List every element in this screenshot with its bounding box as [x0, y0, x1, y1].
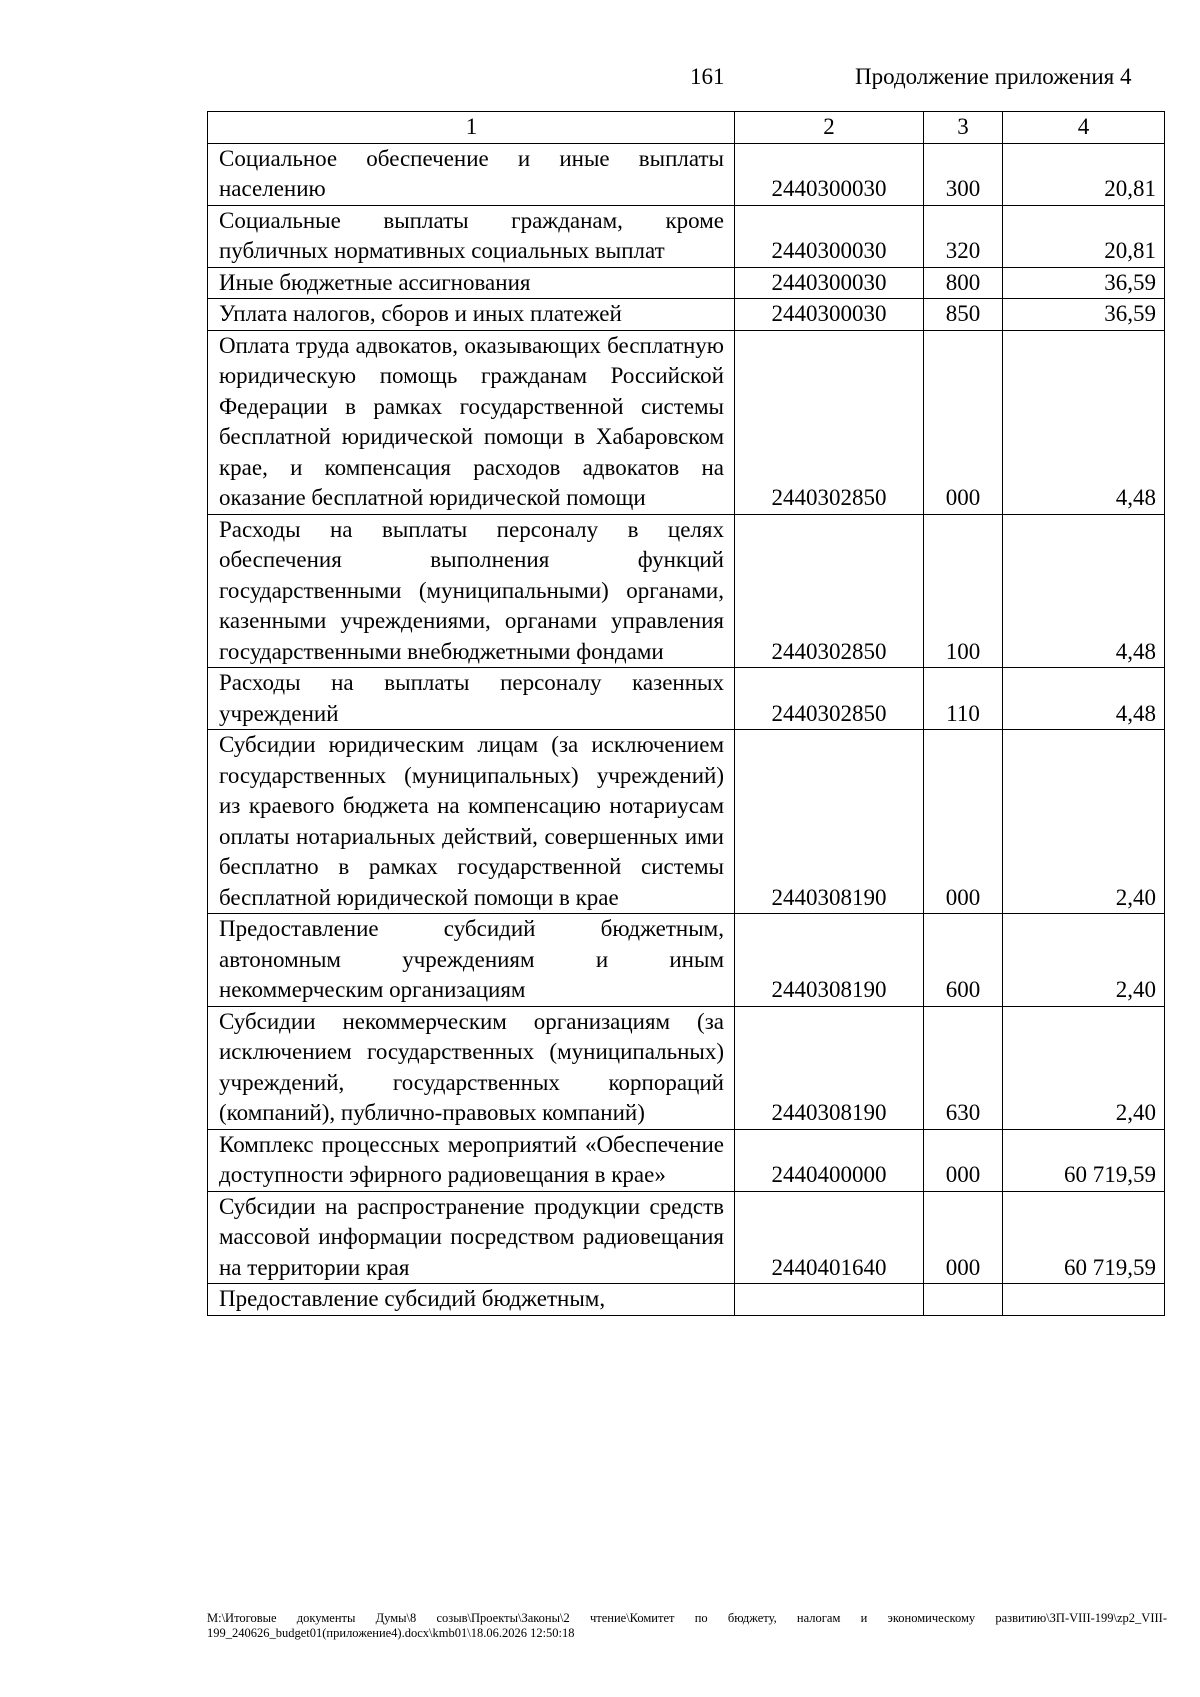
table-row	[208, 1191, 1165, 1284]
row-code: 2440302850	[735, 514, 924, 668]
row-name: Расходы на выплаты персоналу казенных учреждений	[208, 668, 735, 730]
row-type: 300	[924, 143, 1003, 205]
table-row	[208, 730, 1165, 914]
row-type: 000	[924, 1191, 1003, 1284]
column-header: 2	[735, 112, 924, 144]
column-header: 1	[208, 112, 735, 144]
row-amount: 20,81	[1003, 205, 1165, 267]
row-type: 110	[924, 668, 1003, 730]
table-row	[208, 914, 1165, 1007]
row-name: Субсидии юридическим лицам (за исключением государственных (муниципальных) учреждений) из краевого бюджета на компенсацию нотариусам оплаты нотариальных действий, совершенных ими бесплатно в рамках государственной системы бесплатной юридической помощи в крае	[208, 730, 735, 914]
row-code: 2440302850	[735, 330, 924, 514]
row-amount: 4,48	[1003, 668, 1165, 730]
row-amount: 20,81	[1003, 143, 1165, 205]
row-code: 2440300030	[735, 267, 924, 299]
table-row	[208, 299, 1165, 331]
row-name: Субсидии на распространение продукции средств массовой информации посредством радиовещания на территории края	[208, 1191, 735, 1284]
table-header-row	[208, 112, 1165, 144]
budget-table	[207, 111, 1165, 1316]
row-code: 2440401640	[735, 1191, 924, 1284]
row-code: 2440300030	[735, 299, 924, 331]
row-name: Иные бюджетные ассигнования	[208, 267, 735, 299]
row-type: 600	[924, 914, 1003, 1007]
row-amount: 2,40	[1003, 1006, 1165, 1129]
row-type: 320	[924, 205, 1003, 267]
row-type: 000	[924, 730, 1003, 914]
row-type: 000	[924, 330, 1003, 514]
row-code: 2440308190	[735, 1006, 924, 1129]
row-amount: 2,40	[1003, 730, 1165, 914]
row-type	[924, 1284, 1003, 1316]
row-name: Предоставление субсидий бюджетным, автономным учреждениям и иным некоммерческим организациям	[208, 914, 735, 1007]
row-name: Социальные выплаты гражданам, кроме публичных нормативных социальных выплат	[208, 205, 735, 267]
row-amount: 60 719,59	[1003, 1191, 1165, 1284]
row-name: Комплекс процессных мероприятий «Обеспечение доступности эфирного радиовещания в крае»	[208, 1129, 735, 1191]
page-number: 161	[690, 64, 725, 89]
row-code: 2440308190	[735, 730, 924, 914]
table-row	[208, 143, 1165, 205]
table-row	[208, 330, 1165, 514]
continuation-label: Продолжение приложения 4	[855, 64, 1132, 89]
table-row	[208, 267, 1165, 299]
row-code: 2440302850	[735, 668, 924, 730]
row-name: Социальное обеспечение и иные выплаты населению	[208, 143, 735, 205]
row-amount: 36,59	[1003, 267, 1165, 299]
row-name: Субсидии некоммерческим организациям (за исключением государственных (муниципальных) учреждений, государственных корпораций (компаний), публично-правовых компаний)	[208, 1006, 735, 1129]
row-code: 2440308190	[735, 914, 924, 1007]
row-code: 2440300030	[735, 143, 924, 205]
column-header: 3	[924, 112, 1003, 144]
row-code	[735, 1284, 924, 1316]
table-row	[208, 1129, 1165, 1191]
row-type: 000	[924, 1129, 1003, 1191]
row-code: 2440300030	[735, 205, 924, 267]
row-amount: 60 719,59	[1003, 1129, 1165, 1191]
row-amount: 2,40	[1003, 914, 1165, 1007]
row-type: 800	[924, 267, 1003, 299]
row-type: 100	[924, 514, 1003, 668]
row-name: Расходы на выплаты персоналу в целях обеспечения выполнения функций государственными (муниципальными) органами, казенными учреждениями, органами управления государственными внебюджетными фондами	[208, 514, 735, 668]
row-amount	[1003, 1284, 1165, 1316]
row-name: Уплата налогов, сборов и иных платежей	[208, 299, 735, 331]
table-row	[208, 514, 1165, 668]
row-name: Предоставление субсидий бюджетным,	[208, 1284, 735, 1316]
row-amount: 36,59	[1003, 299, 1165, 331]
row-name: Оплата труда адвокатов, оказывающих бесплатную юридическую помощь гражданам Российской Федерации в рамках государственной системы бесплатной юридической помощи в Хабаровском крае, и компенсация расходов адвокатов на оказание бесплатной юридической помощи	[208, 330, 735, 514]
table-row	[208, 1284, 1165, 1316]
row-type: 850	[924, 299, 1003, 331]
column-header: 4	[1003, 112, 1165, 144]
table-row	[208, 205, 1165, 267]
page-header	[0, 64, 1200, 98]
row-code: 2440400000	[735, 1129, 924, 1191]
row-amount: 4,48	[1003, 514, 1165, 668]
row-amount: 4,48	[1003, 330, 1165, 514]
row-type: 630	[924, 1006, 1003, 1129]
table-row	[208, 668, 1165, 730]
file-path-footer: M:\Итоговые документы Думы\8 созыв\Проекты\Законы\2 чтение\Комитет по бюджету, налогам и экономическому развитию\ЗП-VIII-199\zp2_VIII-199_240626_budget01(приложение4).docx\kmb01\18.06.2026 12:50:18	[207, 1611, 1167, 1640]
table-row	[208, 1006, 1165, 1129]
